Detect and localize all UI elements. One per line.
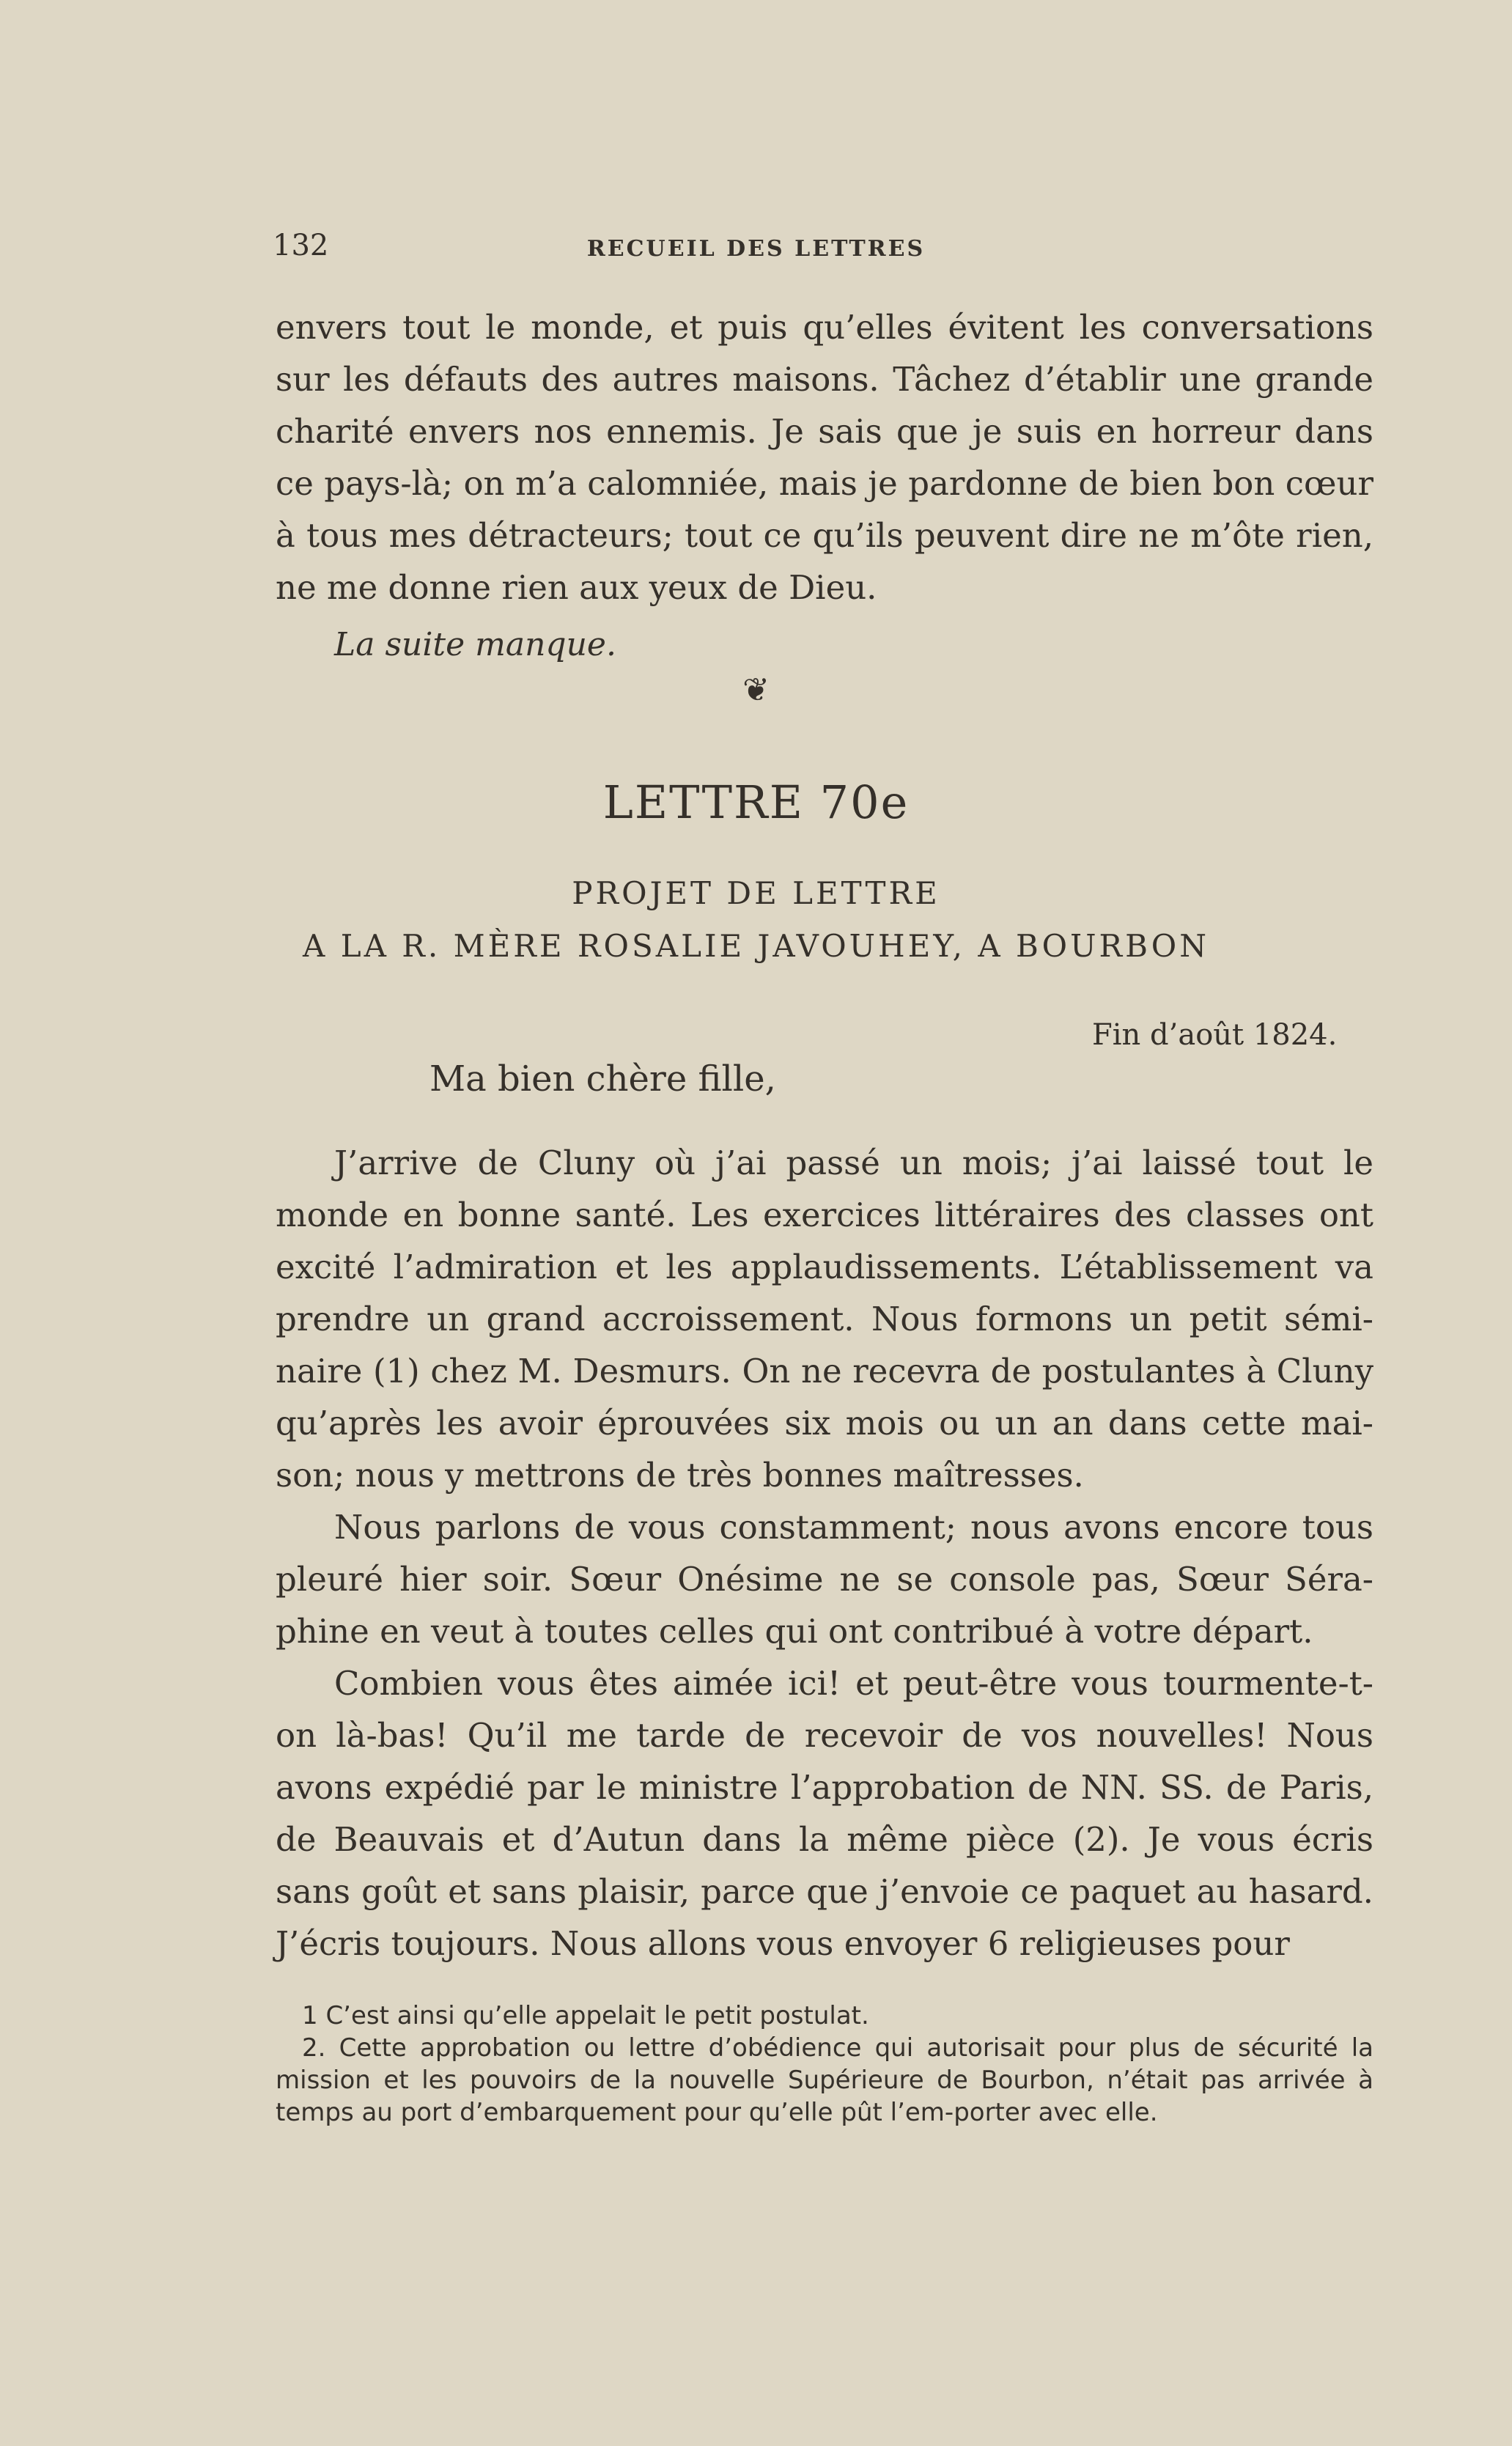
running-head: RECUEIL DES LETTRES [586, 236, 926, 262]
intro-paragraph: envers tout le monde, et puis qu’elles évitent les conversations sur les défauts des autres maisons. Tâchez d’établir une grande charité envers nos ennemis. Je sais que je suis en horreur dans ce pays-là; on m’a calomniée, mais je pardonne de bien bon cœur à tous mes détracteurs; tout ce qu’ils peuvent dire ne m’ôte rien, ne me donne rien aux yeux de Dieu. [276, 308, 1373, 607]
footnotes [276, 2000, 1373, 2129]
intro-block [276, 301, 1373, 614]
fleuron-ornament-icon: ❦ [742, 671, 770, 709]
page-number: 132 [273, 229, 329, 262]
missing-note: La suite manque. [334, 626, 616, 663]
body-paragraph: Combien vous êtes aimée ici! et peut-être vous tourmente-t-on là-bas! Qu’il me tarde de recevoir de vos nouvelles! Nous avons expédié par le ministre l’approbation de NN. SS. de Paris, de Beauvais et d’Autun dans la même pièce (2). Je vous écris sans goût et sans plaisir, parce que j’envoie ce paquet au hasard. J’écris toujours. Nous allons vous envoyer 6 religieuses pour [276, 1664, 1373, 1963]
body-paragraph: J’arrive de Cluny où j’ai passé un mois; j’ai laissé tout le monde en bonne santé. Les exercices littéraires des classes ont excité l’admiration et les applaudissements. L’établissement va prendre un grand accroissement. Nous formons un petit sémi-naire (1) chez M. Desmurs. On ne recevra de postulantes à Cluny qu’après les avoir éprouvées six mois ou un an dans cette mai-son; nous y mettrons de très bonnes maîtresses. [276, 1143, 1373, 1495]
letter-greeting: Ma bien chère fille, [429, 1058, 776, 1099]
footnote-1: 1 C’est ainsi qu’elle appelait le petit postulat. [302, 2001, 869, 2030]
letter-body [276, 1137, 1373, 1970]
letter-subtitle-1: PROJET DE LETTRE [572, 875, 940, 911]
footnote-2: 2. Cette approbation ou lettre d’obédience qui autorisait pour plus de sécurité la mission et les pouvoirs de la nouvelle Supérieure de Bourbon, n’était pas arrivée à temps au port d’embarquement pour qu’elle pût l’em-porter avec elle. [276, 2033, 1373, 2127]
body-paragraph: Nous parlons de vous constamment; nous avons encore tous pleuré hier soir. Sœur Onésime ne se console pas, Sœur Séra-phine en veut à toutes celles qui ont contribué à votre départ. [276, 1508, 1373, 1651]
letter-subtitle-2: A LA R. MÈRE ROSALIE JAVOUHEY, A BOURBON [303, 928, 1209, 964]
letter-date: Fin d’août 1824. [1092, 1018, 1338, 1052]
letter-title: LETTRE 70e [602, 776, 910, 829]
